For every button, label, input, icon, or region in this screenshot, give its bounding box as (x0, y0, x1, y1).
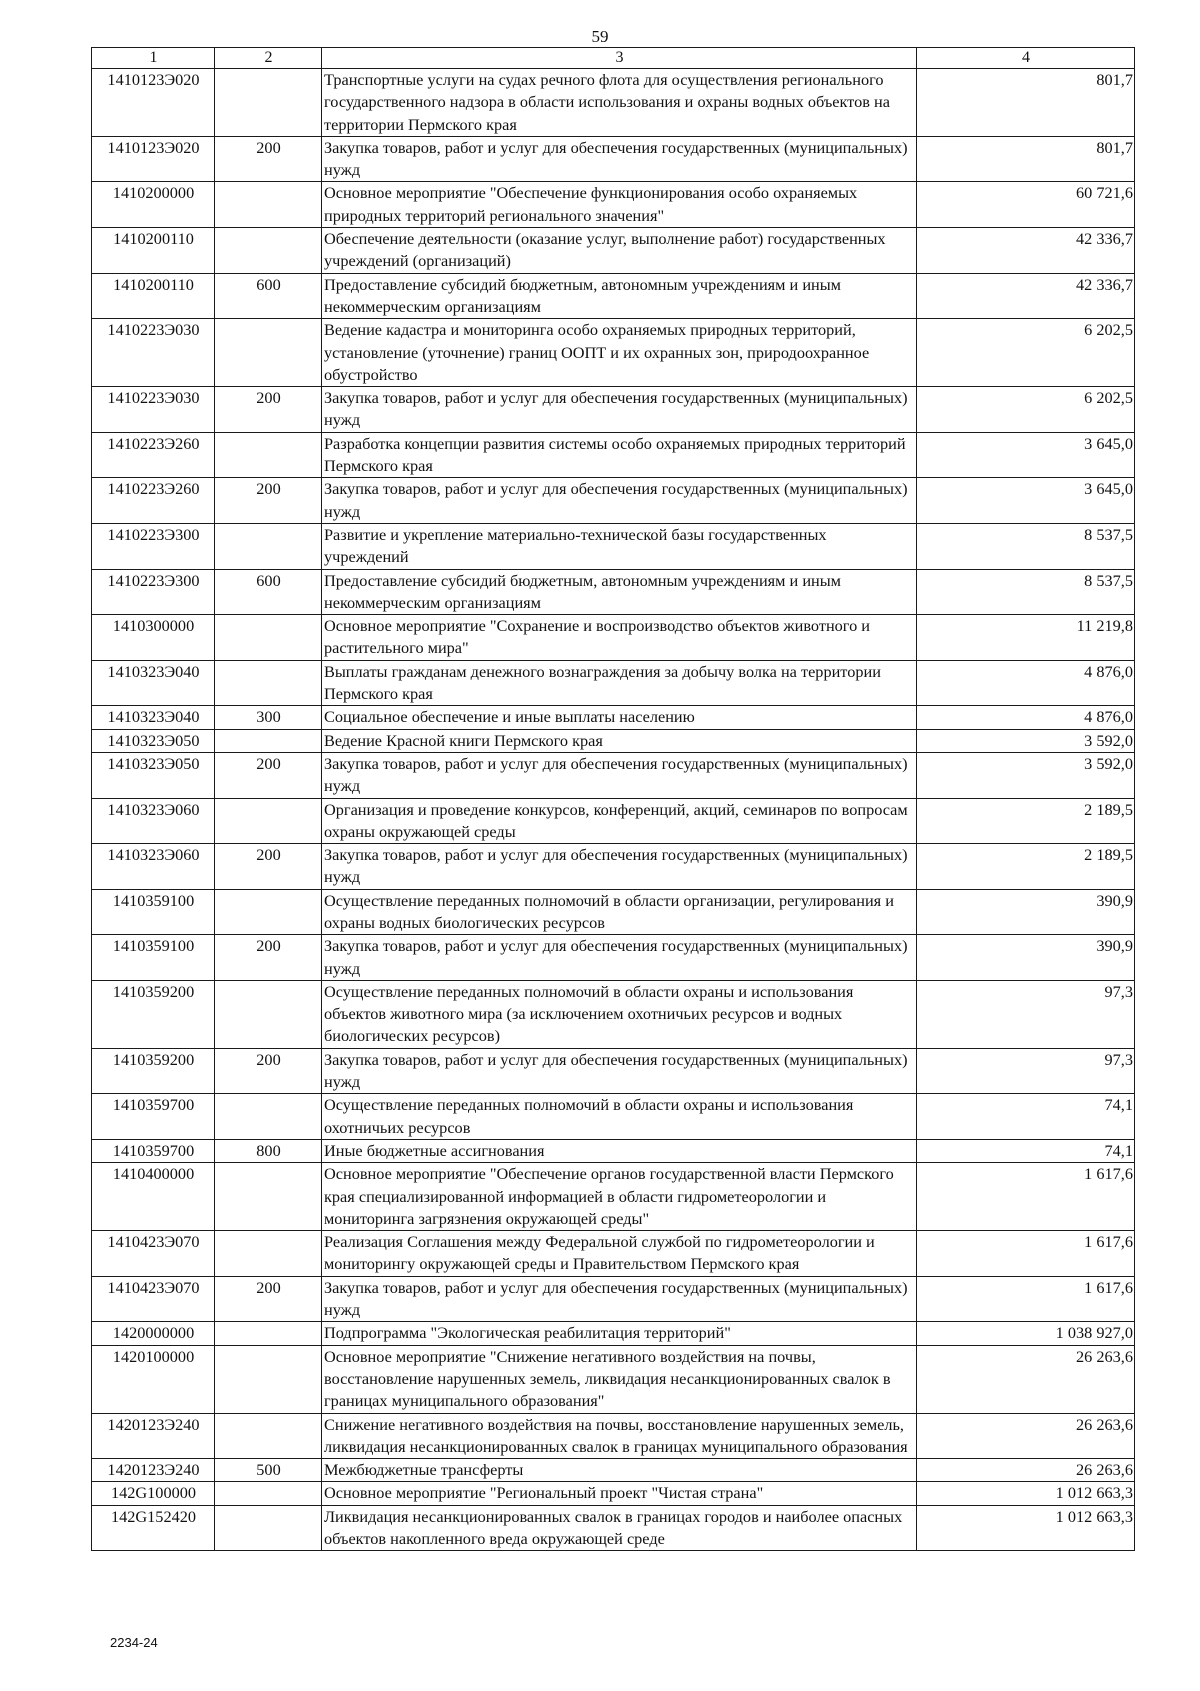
item-name-cell: Предоставление субсидий бюджетным, автономным учреждениям и иным некоммерческим организациям (322, 569, 917, 615)
expense-type-cell: 500 (215, 1459, 322, 1482)
amount-cell: 3 592,0 (917, 752, 1135, 798)
table-row (92, 1505, 1135, 1551)
item-name-cell: Разработка концепции развития системы особо охраняемых природных территорий Пермского края (322, 432, 917, 478)
column-header-2: 2 (215, 48, 322, 69)
budget-code-cell: 1410223Э300 (92, 523, 215, 569)
expense-type-cell (215, 1163, 322, 1231)
item-name-cell: Основное мероприятие "Обеспечение органов государственной власти Пермского края специализированной информацией в области гидрометеорологии и мониторинга загрязнения окружающей среды" (322, 1163, 917, 1231)
table-row (92, 798, 1135, 844)
expense-type-cell (215, 182, 322, 228)
document-code: 2234-24 (110, 1635, 158, 1650)
expense-type-cell: 200 (215, 387, 322, 433)
table-row (92, 478, 1135, 524)
expense-type-cell: 600 (215, 569, 322, 615)
amount-cell: 8 537,5 (917, 569, 1135, 615)
amount-cell: 3 645,0 (917, 432, 1135, 478)
item-name-cell: Закупка товаров, работ и услуг для обеспечения государственных (муниципальных) нужд (322, 1276, 917, 1322)
amount-cell: 1 038 927,0 (917, 1322, 1135, 1345)
amount-cell: 74,1 (917, 1139, 1135, 1162)
table-row (92, 1345, 1135, 1413)
amount-cell: 1 012 663,3 (917, 1482, 1135, 1505)
amount-cell: 26 263,6 (917, 1459, 1135, 1482)
expense-type-cell (215, 523, 322, 569)
item-name-cell: Осуществление переданных полномочий в области охраны и использования объектов животного мира (за исключением охотничьих ресурсов и водных биологических ресурсов) (322, 980, 917, 1048)
item-name-cell: Обеспечение деятельности (оказание услуг, выполнение работ) государственных учреждений (организаций) (322, 228, 917, 274)
table-row (92, 1276, 1135, 1322)
table-row (92, 228, 1135, 274)
expense-type-cell (215, 432, 322, 478)
item-name-cell: Реализация Соглашения между Федеральной службой по гидрометеорологии и мониторингу окружающей среды и Правительством Пермского края (322, 1231, 917, 1277)
budget-code-cell: 1410323Э060 (92, 844, 215, 890)
budget-code-cell: 1410223Э030 (92, 387, 215, 433)
expense-type-cell (215, 889, 322, 935)
budget-code-cell: 1410123Э020 (92, 69, 215, 137)
expense-type-cell: 200 (215, 935, 322, 981)
item-name-cell: Осуществление переданных полномочий в области организации, регулирования и охраны водных биологических ресурсов (322, 889, 917, 935)
amount-cell: 8 537,5 (917, 523, 1135, 569)
budget-code-cell: 1410423Э070 (92, 1276, 215, 1322)
budget-code-cell: 1410223Э260 (92, 432, 215, 478)
table-row (92, 136, 1135, 182)
item-name-cell: Закупка товаров, работ и услуг для обеспечения государственных (муниципальных) нужд (322, 752, 917, 798)
budget-code-cell: 1410323Э040 (92, 706, 215, 729)
item-name-cell: Снижение негативного воздействия на почвы, восстановление нарушенных земель, ликвидация несанкционированных свалок в границах муниципального образования (322, 1413, 917, 1459)
expense-type-cell (215, 798, 322, 844)
table-row (92, 980, 1135, 1048)
item-name-cell: Закупка товаров, работ и услуг для обеспечения государственных (муниципальных) нужд (322, 1048, 917, 1094)
expense-type-cell (215, 729, 322, 752)
budget-code-cell: 1410359700 (92, 1094, 215, 1140)
item-name-cell: Основное мероприятие "Сохранение и воспроизводство объектов животного и растительного мира" (322, 615, 917, 661)
expense-type-cell: 200 (215, 136, 322, 182)
expense-type-cell: 200 (215, 1276, 322, 1322)
expense-type-cell (215, 228, 322, 274)
expense-type-cell: 200 (215, 478, 322, 524)
expense-type-cell (215, 615, 322, 661)
table-row (92, 182, 1135, 228)
amount-cell: 1 617,6 (917, 1231, 1135, 1277)
item-name-cell: Осуществление переданных полномочий в области охраны и использования охотничьих ресурсов (322, 1094, 917, 1140)
budget-code-cell: 1410359200 (92, 1048, 215, 1094)
budget-code-cell: 1420123Э240 (92, 1459, 215, 1482)
budget-code-cell: 1410123Э020 (92, 136, 215, 182)
item-name-cell: Предоставление субсидий бюджетным, автономным учреждениям и иным некоммерческим организациям (322, 273, 917, 319)
amount-cell: 26 263,6 (917, 1345, 1135, 1413)
page-number: 59 (591, 27, 609, 46)
table-row (92, 387, 1135, 433)
item-name-cell: Закупка товаров, работ и услуг для обеспечения государственных (муниципальных) нужд (322, 935, 917, 981)
budget-code-cell: 1410223Э260 (92, 478, 215, 524)
item-name-cell: Ликвидация несанкционированных свалок в границах городов и наиболее опасных объектов накопленного вреда окружающей среде (322, 1505, 917, 1551)
table-row (92, 935, 1135, 981)
table-row (92, 660, 1135, 706)
amount-cell: 97,3 (917, 980, 1135, 1048)
budget-code-cell: 1410323Э050 (92, 729, 215, 752)
budget-code-cell: 1410223Э300 (92, 569, 215, 615)
budget-code-cell: 1420000000 (92, 1322, 215, 1345)
budget-code-cell: 1410423Э070 (92, 1231, 215, 1277)
expense-type-cell (215, 660, 322, 706)
amount-cell: 390,9 (917, 935, 1135, 981)
table-row (92, 523, 1135, 569)
amount-cell: 390,9 (917, 889, 1135, 935)
column-header-3: 3 (322, 48, 917, 69)
expense-type-cell (215, 1505, 322, 1551)
budget-code-cell: 1410359200 (92, 980, 215, 1048)
expense-type-cell (215, 1094, 322, 1140)
amount-cell: 1 012 663,3 (917, 1505, 1135, 1551)
amount-cell: 1 617,6 (917, 1163, 1135, 1231)
expense-type-cell: 300 (215, 706, 322, 729)
expense-type-cell (215, 980, 322, 1048)
item-name-cell: Основное мероприятие "Снижение негативного воздействия на почвы, восстановление нарушенных земель, ликвидация несанкционированных свалок в границах муниципального образования" (322, 1345, 917, 1413)
table-row (92, 729, 1135, 752)
expense-type-cell (215, 69, 322, 137)
table-row (92, 1459, 1135, 1482)
budget-code-cell: 1410323Э060 (92, 798, 215, 844)
table-row (92, 889, 1135, 935)
budget-code-cell: 142G100000 (92, 1482, 215, 1505)
budget-table (91, 47, 1135, 1551)
amount-cell: 3 592,0 (917, 729, 1135, 752)
budget-code-cell: 1420100000 (92, 1345, 215, 1413)
budget-code-cell: 1410323Э050 (92, 752, 215, 798)
table-row (92, 1322, 1135, 1345)
amount-cell: 74,1 (917, 1094, 1135, 1140)
expense-type-cell: 200 (215, 844, 322, 890)
table-row (92, 1231, 1135, 1277)
item-name-cell: Основное мероприятие "Обеспечение функционирования особо охраняемых природных территорий регионального значения" (322, 182, 917, 228)
expense-type-cell (215, 1322, 322, 1345)
budget-code-cell: 1410300000 (92, 615, 215, 661)
expense-type-cell: 600 (215, 273, 322, 319)
table-row (92, 844, 1135, 890)
amount-cell: 97,3 (917, 1048, 1135, 1094)
table-row (92, 432, 1135, 478)
expense-type-cell: 200 (215, 752, 322, 798)
amount-cell: 1 617,6 (917, 1276, 1135, 1322)
budget-code-cell: 1420123Э240 (92, 1413, 215, 1459)
amount-cell: 2 189,5 (917, 798, 1135, 844)
expense-type-cell: 200 (215, 1048, 322, 1094)
budget-code-cell: 1410200110 (92, 228, 215, 274)
amount-cell: 60 721,6 (917, 182, 1135, 228)
item-name-cell: Транспортные услуги на судах речного флота для осуществления регионального государственного надзора в области использования и охраны водных объектов на территории Пермского края (322, 69, 917, 137)
item-name-cell: Закупка товаров, работ и услуг для обеспечения государственных (муниципальных) нужд (322, 136, 917, 182)
amount-cell: 801,7 (917, 136, 1135, 182)
budget-code-cell: 1410400000 (92, 1163, 215, 1231)
item-name-cell: Выплаты гражданам денежного вознаграждения за добычу волка на территории Пермского края (322, 660, 917, 706)
expense-type-cell (215, 319, 322, 387)
amount-cell: 801,7 (917, 69, 1135, 137)
expense-type-cell: 800 (215, 1139, 322, 1162)
amount-cell: 26 263,6 (917, 1413, 1135, 1459)
amount-cell: 4 876,0 (917, 660, 1135, 706)
item-name-cell: Основное мероприятие "Региональный проект "Чистая страна" (322, 1482, 917, 1505)
item-name-cell: Подпрограмма "Экологическая реабилитация территорий" (322, 1322, 917, 1345)
column-header-1: 1 (92, 48, 215, 69)
amount-cell: 42 336,7 (917, 228, 1135, 274)
expense-type-cell (215, 1231, 322, 1277)
table-row (92, 706, 1135, 729)
amount-cell: 4 876,0 (917, 706, 1135, 729)
amount-cell: 2 189,5 (917, 844, 1135, 890)
budget-code-cell: 142G152420 (92, 1505, 215, 1551)
budget-code-cell: 1410223Э030 (92, 319, 215, 387)
item-name-cell: Закупка товаров, работ и услуг для обеспечения государственных (муниципальных) нужд (322, 387, 917, 433)
item-name-cell: Ведение кадастра и мониторинга особо охраняемых природных территорий, установление (уточнение) границ ООПТ и их охранных зон, природоохранное обустройство (322, 319, 917, 387)
table-row (92, 569, 1135, 615)
item-name-cell: Развитие и укрепление материально-технической базы государственных учреждений (322, 523, 917, 569)
amount-cell: 3 645,0 (917, 478, 1135, 524)
table-row (92, 1048, 1135, 1094)
amount-cell: 42 336,7 (917, 273, 1135, 319)
item-name-cell: Иные бюджетные ассигнования (322, 1139, 917, 1162)
expense-type-cell (215, 1413, 322, 1459)
expense-type-cell (215, 1482, 322, 1505)
budget-code-cell: 1410359100 (92, 935, 215, 981)
table-row (92, 1413, 1135, 1459)
table-header-row (92, 48, 1135, 69)
item-name-cell: Социальное обеспечение и иные выплаты населению (322, 706, 917, 729)
budget-code-cell: 1410359100 (92, 889, 215, 935)
item-name-cell: Закупка товаров, работ и услуг для обеспечения государственных (муниципальных) нужд (322, 478, 917, 524)
budget-code-cell: 1410200110 (92, 273, 215, 319)
amount-cell: 6 202,5 (917, 387, 1135, 433)
column-header-4: 4 (917, 48, 1135, 69)
budget-code-cell: 1410323Э040 (92, 660, 215, 706)
amount-cell: 11 219,8 (917, 615, 1135, 661)
table-row (92, 1139, 1135, 1162)
table-row (92, 1163, 1135, 1231)
table-row (92, 1482, 1135, 1505)
item-name-cell: Закупка товаров, работ и услуг для обеспечения государственных (муниципальных) нужд (322, 844, 917, 890)
table-row (92, 615, 1135, 661)
budget-code-cell: 1410200000 (92, 182, 215, 228)
table-row (92, 69, 1135, 137)
item-name-cell: Организация и проведение конкурсов, конференций, акций, семинаров по вопросам охраны окружающей среды (322, 798, 917, 844)
budget-code-cell: 1410359700 (92, 1139, 215, 1162)
table-row (92, 1094, 1135, 1140)
expense-type-cell (215, 1345, 322, 1413)
amount-cell: 6 202,5 (917, 319, 1135, 387)
table-row (92, 319, 1135, 387)
table-row (92, 273, 1135, 319)
table-row (92, 752, 1135, 798)
item-name-cell: Межбюджетные трансферты (322, 1459, 917, 1482)
item-name-cell: Ведение Красной книги Пермского края (322, 729, 917, 752)
